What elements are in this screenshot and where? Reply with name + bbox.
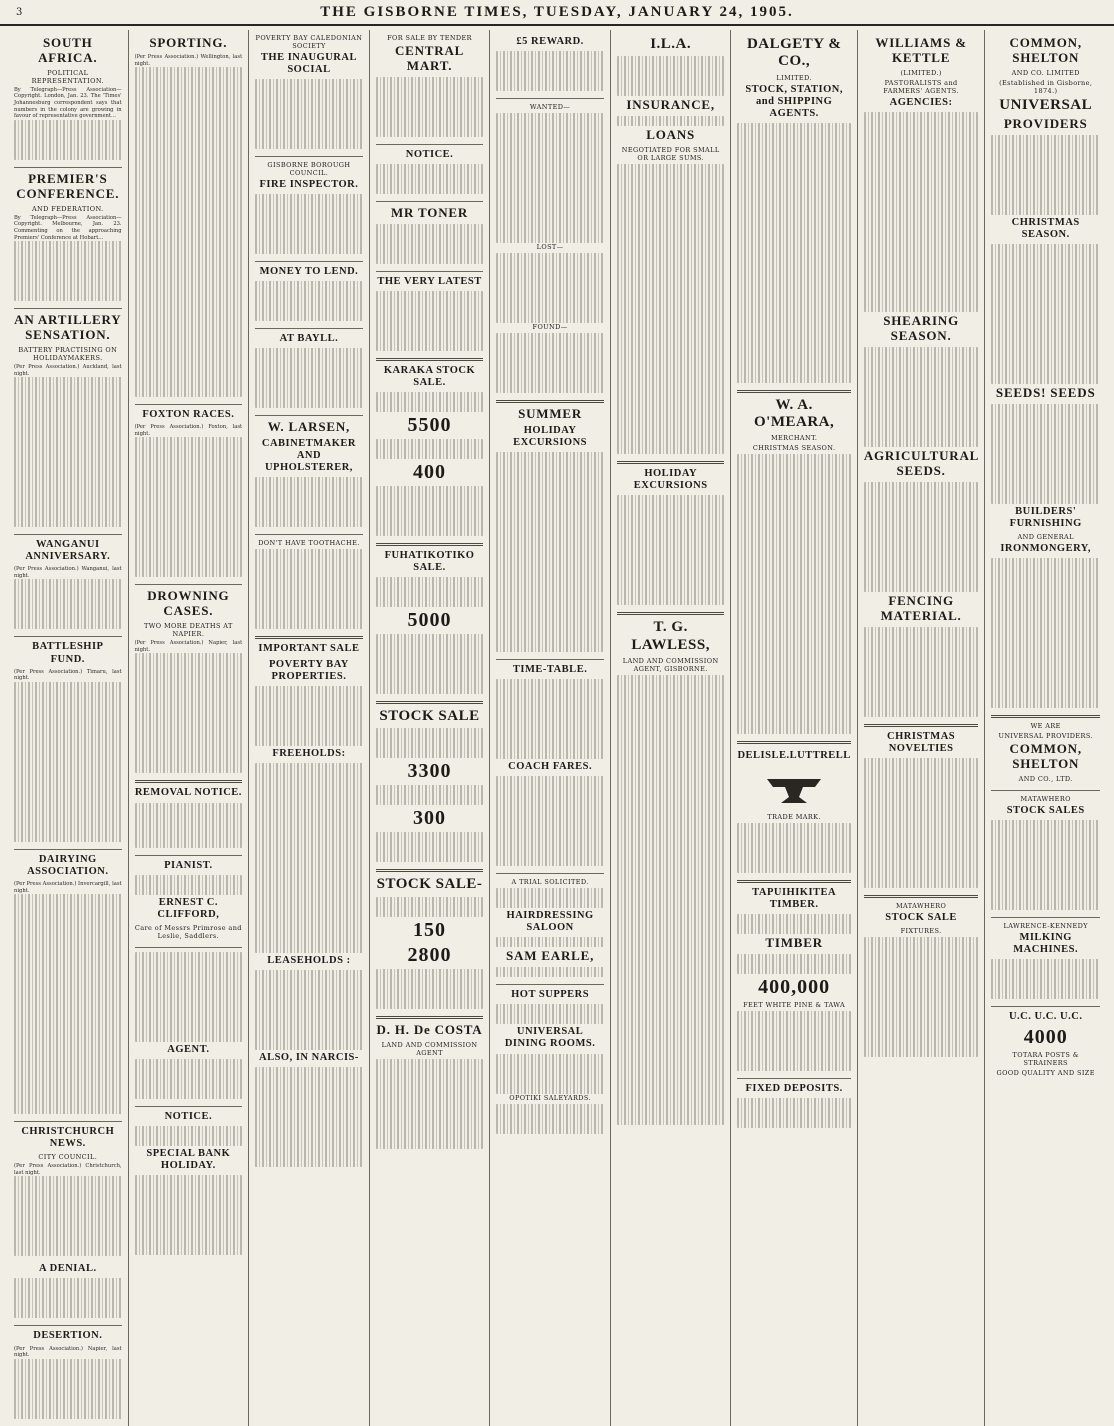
headline: WE ARE — [1030, 722, 1061, 731]
headline: NOTICE. — [405, 148, 454, 160]
subheadline: LOANS — [646, 127, 696, 143]
headline: GISBORNE BOROUGH COUNCIL. — [267, 161, 351, 178]
column-1 — [8, 30, 129, 1426]
headline: BATTLESHIP FUND. — [32, 641, 104, 665]
ad-borough-council — [255, 161, 363, 254]
headline: FOR SALE BY TENDER — [387, 34, 472, 42]
headline: I.L.A. — [650, 36, 692, 52]
article-body: By Telegraph—Press Association—Copyright. London, Jan. 23. The 'Times' Johannesburg correspondent says that numbers in the colony are growing in favour of representative government... — [14, 86, 122, 120]
headline: DESERTION. — [33, 1330, 103, 1342]
article-wanganui-anniversary — [14, 539, 122, 629]
column-7 — [731, 30, 857, 1426]
headline: CHRISTCHURCH NEWS. — [21, 1126, 115, 1150]
subheadline: OPOTIKI SALEYARDS. — [509, 1093, 591, 1102]
sale-quantity: 3300 — [407, 760, 452, 783]
subheadline: SPECIAL BANK HOLIDAY. — [146, 1147, 231, 1171]
column-2 — [129, 30, 250, 1426]
subheadline: UNIVERSAL DINING ROOMS. — [504, 1026, 596, 1050]
article-desertion — [14, 1330, 122, 1418]
article-denial — [14, 1263, 122, 1318]
headline: KARAKA STOCK SALE. — [383, 364, 476, 388]
article-premiers-conference — [14, 172, 122, 301]
ad-caledonian-society — [255, 34, 363, 149]
headline: HOLIDAY EXCURSIONS — [633, 468, 708, 492]
sale-quantity: 150 — [413, 918, 447, 941]
ad-tapuihikitea-timber — [737, 887, 850, 1071]
subheadline: AGENCIES: — [889, 96, 953, 108]
subheadline: IRONMONGERY, — [1000, 543, 1092, 555]
headline: DROWNING CASES. — [147, 588, 230, 619]
article-body: (Per Press Association.) Wanganui, last night. — [14, 566, 122, 579]
article-body: (Per Press Association.) Wellington, last night. — [134, 53, 243, 67]
headline: TIME-TABLE. — [512, 664, 588, 676]
subheadline: CHRISTMAS SEASON. — [752, 444, 836, 453]
headline: PREMIER'S CONFERENCE. — [16, 170, 120, 201]
headline: A TRIAL SOLICITED. — [511, 878, 589, 887]
headline: W. A. O'MEARA, — [754, 396, 835, 430]
subheadline: POVERTY BAY PROPERTIES. — [268, 658, 349, 682]
headline: DON'T HAVE TOOTHACHE. — [258, 539, 360, 548]
ad-delisle-luttrell — [737, 748, 850, 873]
article-body: (Per Press Association.) Napier, last night. — [14, 1345, 122, 1359]
newspaper-title: THE GISBORNE TIMES, TUESDAY, JANUARY 24, 1905. — [320, 3, 794, 20]
subheadline: CENTRAL MART. — [394, 43, 465, 73]
column-9 — [985, 30, 1106, 1426]
ad-de-costa — [376, 1023, 484, 1149]
article-body: (Per Press Association.) Timaru, last night. — [14, 668, 122, 682]
ad-matawhero-stock-sales — [991, 795, 1100, 910]
headline: £5 REWARD. — [516, 36, 584, 47]
article-body: (Per Press Association.) Auckland, last night. — [14, 363, 122, 377]
headline: SPORTING. — [149, 35, 228, 50]
ad-dalgety — [737, 36, 850, 383]
timber-quantity: 400,000 — [758, 976, 831, 999]
ad-milking-machines — [991, 922, 1100, 999]
subheadline: MILKING MACHINES. — [1013, 932, 1079, 956]
subheadline: FIRE INSPECTOR. — [259, 179, 359, 191]
subheadline: CITY COUNCIL. — [38, 1153, 98, 1162]
headline: DAIRYING ASSOCIATION. — [27, 853, 109, 877]
subheadline: BATTERY PRACTISING ON HOLIDAYMAKERS. — [18, 345, 118, 362]
article-christchurch-news — [14, 1126, 122, 1256]
headline: STOCK SALE- — [376, 876, 483, 893]
subheadline: LAND AND COMMISSION AGENT — [381, 1040, 478, 1057]
ad-w-larsen — [255, 420, 363, 527]
advertiser-address: Care of Messrs Primrose and Leslie, Saddlers. — [134, 923, 242, 940]
subheadline: AND FEDERATION. — [31, 204, 104, 213]
subheadline: TIMBER — [765, 935, 823, 951]
article-drowning-cases — [135, 589, 243, 773]
subheadline: (Established in Gisborne, 1874.) — [999, 78, 1093, 95]
article-artillery-sensation — [14, 313, 122, 527]
headline: PIANIST. — [164, 859, 213, 871]
subheadline: FOUND— — [532, 323, 568, 332]
subheadline: AND GENERAL — [1017, 533, 1074, 542]
sale-quantity: 300 — [413, 807, 447, 830]
subheadline: TRADE MARK. — [767, 813, 821, 822]
article-south-africa — [14, 36, 122, 160]
section-heading: FREEHOLDS: — [272, 747, 346, 759]
subheadline: LIMITED. — [776, 73, 812, 82]
subheadline: (LIMITED.) — [900, 68, 942, 77]
subheadline: TOTARA POSTS & STRAINERS — [1012, 1051, 1079, 1068]
section-heading: CHRISTMAS SEASON. — [1011, 217, 1080, 241]
section-heading: SEEDS! SEEDS — [995, 385, 1096, 401]
ad-notice — [135, 1111, 243, 1255]
brand-name: DELISLE. — [737, 750, 790, 762]
subheadline: AND CO. LIMITED — [1011, 68, 1080, 77]
section-heading: SHEARING SEASON. — [883, 312, 959, 343]
article-body: By Telegraph—Press Association—Copyright. Melbourne, Jan. 23. Commenting on the approaching Premiers' Conference at Hobart... — [14, 214, 122, 241]
headline: STOCK SALE — [379, 708, 480, 725]
ad-at-bayll — [255, 333, 363, 408]
ad-removal-notice — [135, 787, 243, 847]
ad-holiday-excursions — [617, 468, 725, 605]
ad-ila — [617, 36, 725, 454]
ad-notice — [376, 149, 484, 194]
headline: WILLIAMS & KETTLE — [875, 35, 967, 65]
ad-fuhatikotiko-sale — [376, 550, 484, 694]
ad-mr-toner — [376, 206, 484, 264]
subheadline: CABINETMAKER AND UPHOLSTERER, — [261, 438, 356, 474]
headline: T. G. LAWLESS, — [631, 619, 710, 653]
ad-money-to-lend — [255, 266, 363, 321]
article-body: (Per Press Association.) Invercargill, last night. — [14, 880, 122, 894]
trade-mark-emblem-icon — [759, 769, 829, 809]
headline: AT BAYLL. — [279, 333, 339, 345]
headline: FIXED DEPOSITS. — [745, 1083, 843, 1095]
headline: TAPUIHIKITEA TIMBER. — [752, 887, 837, 911]
ad-stock-sale-2 — [376, 876, 484, 1008]
subheadline: STOCK SALE — [885, 911, 957, 923]
article-foxton-races — [135, 409, 243, 577]
section-heading: FENCING MATERIAL. — [880, 592, 962, 623]
ad-totara-posts — [991, 1011, 1100, 1077]
ad-for-sale-by-tender — [376, 34, 484, 137]
ad-common-shelton — [991, 36, 1100, 708]
ad-williams-kettle — [864, 36, 979, 717]
subheadline: POLITICAL REPRESENTATION. — [31, 68, 104, 85]
ad-hot-suppers — [496, 989, 604, 1133]
ad-trial-solicited — [496, 878, 604, 977]
headline: A DENIAL. — [38, 1263, 97, 1275]
headline: WANTED— — [529, 103, 571, 112]
subheadline: TWO MORE DEATHS AT NAPIER. — [143, 622, 233, 639]
headline: COMMON, SHELTON — [1009, 35, 1082, 65]
headline: FUHATIKOTIKO SALE. — [384, 550, 475, 574]
headline: LAWRENCE-KENNEDY — [1003, 922, 1088, 931]
subheadline: COMMON, SHELTON — [1009, 741, 1082, 772]
ad-karaka-stock-sale — [376, 365, 484, 536]
section-heading: BUILDERS' FURNISHING — [1009, 506, 1082, 530]
ad-time-table — [496, 664, 604, 866]
headline: U.C. U.C. U.C. — [1008, 1011, 1083, 1023]
headline: IMPORTANT SALE — [258, 643, 360, 655]
subheadline: MERCHANT. — [770, 434, 818, 443]
ad-summer-excursions — [496, 407, 604, 652]
subheadline: NEGOTIATED FOR SMALL OR LARGE SUMS. — [621, 146, 720, 163]
headline: MR TONER — [390, 204, 469, 220]
headline: AGENT. — [167, 1043, 210, 1055]
sale-quantity: 5500 — [407, 414, 452, 437]
subheadline: HOLIDAY EXCURSIONS — [513, 425, 588, 449]
advertiser-name: ERNEST C. CLIFFORD, — [157, 896, 220, 920]
advertiser-name: SAM EARLE, — [506, 948, 595, 964]
sale-quantity: 2800 — [407, 943, 452, 966]
subheadline: PASTORALISTS and FARMERS' AGENTS. — [883, 78, 959, 95]
anvil-icon — [759, 769, 829, 809]
ad-matawhero-fixtures — [864, 902, 979, 1057]
ad-very-latest — [376, 276, 484, 351]
masthead — [0, 0, 1114, 26]
ad-stock-sale-1 — [376, 708, 484, 862]
headline: AN ARTILLERY SENSATION. — [14, 312, 122, 343]
newspaper-columns — [8, 30, 1106, 1359]
ad-important-sale — [255, 643, 363, 1166]
brand-name: LUTTRELL — [789, 750, 851, 762]
headline: THE VERY LATEST — [377, 275, 482, 287]
column-6 — [611, 30, 732, 1426]
article-body: (Per Press Association.) Napier, last night. — [134, 640, 243, 653]
ad-universal-providers — [991, 722, 1100, 783]
headline: MONEY TO LEND. — [259, 266, 359, 278]
subheadline: FIXTURES. — [900, 926, 942, 935]
headline: MATAWHERO — [895, 901, 947, 910]
posts-quantity: 4000 — [1023, 1026, 1068, 1049]
subheadline: FEET WHITE PINE & TAWA — [743, 1001, 846, 1010]
page-folio: 3 — [16, 6, 23, 18]
subheadline: INSURANCE, — [626, 97, 715, 113]
column-4 — [370, 30, 491, 1426]
section-heading: ALSO, IN NARCIS- — [259, 1051, 359, 1063]
headline: SUMMER — [518, 406, 583, 422]
subheadline: LAND AND COMMISSION AGENT, GISBORNE. — [622, 656, 719, 673]
column-3 — [249, 30, 370, 1426]
ad-agent — [135, 952, 243, 1099]
headline: D. H. De COSTA — [376, 1021, 483, 1037]
headline: FOXTON RACES. — [142, 409, 235, 421]
headline: POVERTY BAY CALEDONIAN SOCIETY — [255, 34, 363, 50]
ad-w-a-omeara — [737, 397, 850, 735]
subheadline: AND CO., LTD. — [1018, 775, 1073, 784]
article-body: (Per Press Association.) Christchurch, last night. — [14, 1163, 122, 1176]
headline: WANGANUI ANNIVERSARY. — [25, 539, 111, 563]
article-battleship-fund — [14, 641, 122, 841]
article-dairying-association — [14, 854, 122, 1114]
subheadline: STOCK SALES — [1006, 805, 1085, 817]
section-heading: LEASEHOLDS : — [267, 954, 351, 966]
subheadline: GOOD QUALITY AND SIZE — [996, 1069, 1095, 1078]
sale-quantity: 400 — [413, 461, 447, 484]
subheadline: THE INAUGURAL SOCIAL — [260, 52, 357, 76]
subheadline: UNIVERSAL — [999, 96, 1093, 113]
column-5 — [490, 30, 611, 1426]
column-8 — [858, 30, 986, 1426]
subheadline: PROVIDERS — [1003, 116, 1088, 132]
subheadline: STOCK, STATION, and SHIPPING AGENTS. — [745, 83, 843, 119]
headline: MATAWHERO — [1020, 795, 1071, 804]
article-body: (Per Press Association.) Foxton, last night. — [134, 424, 243, 437]
ad-pianist — [135, 860, 243, 940]
headline: REMOVAL NOTICE. — [134, 787, 242, 799]
section-heading: AGRICULTURAL SEEDS. — [863, 447, 980, 478]
sale-quantity: 5000 — [407, 609, 452, 632]
headline: NOTICE. — [164, 1110, 213, 1122]
ad-wanted — [496, 103, 604, 393]
subheadline: UNIVERSAL PROVIDERS. — [998, 732, 1093, 741]
ad-christmas-novelties — [864, 731, 979, 888]
ad-fixed-deposits — [737, 1083, 850, 1128]
headline: HOT SUPPERS — [511, 989, 590, 1001]
article-sporting — [135, 36, 243, 397]
ad-t-g-lawless — [617, 619, 725, 1125]
subheadline: LOST— — [536, 243, 564, 252]
subheadline: HAIRDRESSING SALOON — [506, 910, 594, 934]
headline: SOUTH AFRICA. — [38, 35, 98, 65]
ad-toothache — [255, 539, 363, 629]
headline: W. LARSEN, — [267, 419, 351, 435]
headline: CHRISTMAS NOVELTIES — [887, 730, 956, 754]
ad-reward — [496, 36, 604, 91]
headline: DALGETY & CO., — [746, 36, 842, 70]
subheadline: COACH FARES. — [508, 761, 593, 773]
